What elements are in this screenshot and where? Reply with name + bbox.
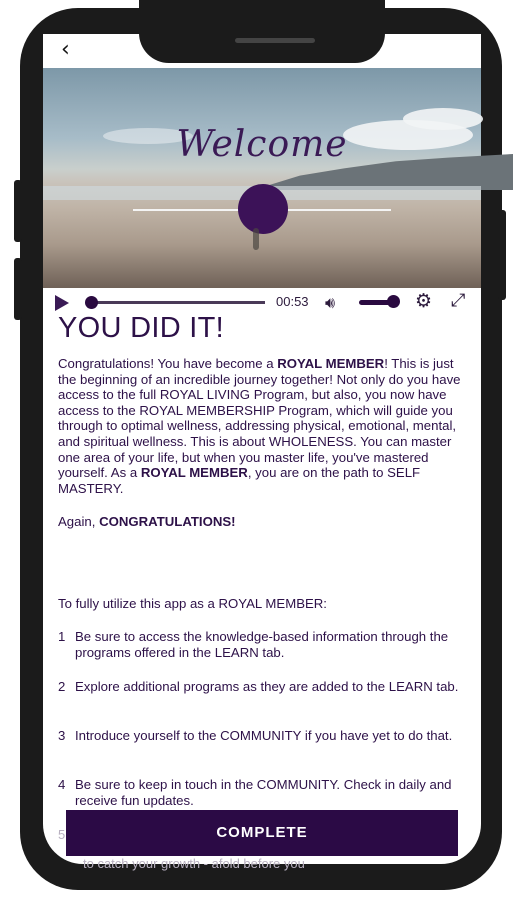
gear-icon[interactable]: ⚙	[415, 290, 433, 312]
utilize-heading: To fully utilize this app as a ROYAL MEMBER:	[58, 596, 327, 611]
video-time: 00:53	[276, 294, 309, 309]
loading-spinner	[238, 184, 288, 234]
beach-figure	[253, 228, 259, 250]
intro-paragraph	[58, 356, 468, 496]
side-button-volume	[14, 258, 22, 320]
list-text: Explore additional programs as they are added to the LEARN tab.	[75, 679, 459, 694]
list-item	[58, 777, 470, 811]
again-text: Again,	[58, 514, 100, 530]
congratulations-bold: CONGRATULATIONS!	[99, 514, 236, 530]
complete-button[interactable]: COMPLETE	[66, 810, 458, 856]
video-player[interactable]	[43, 68, 481, 312]
list-text: Be sure to access the knowledge-based information through the programs offered in the LEARN tab.	[75, 629, 449, 660]
speaker-grille	[235, 38, 315, 43]
seek-bar[interactable]	[89, 301, 265, 304]
list-item	[58, 679, 470, 713]
side-button-power	[498, 210, 506, 300]
list-text: Be sure to keep in touch in the COMMUNITY. Check in daily and receive fun updates.	[75, 777, 452, 808]
hidden-list-text: to catch your growth - afold before you	[83, 856, 305, 871]
again-paragraph	[58, 514, 468, 530]
fullscreen-icon[interactable]: ⤢	[451, 290, 466, 311]
list-number: 3	[58, 728, 66, 743]
hidden-list-number: 5	[58, 827, 66, 842]
chevron-left-icon[interactable]: ‹	[61, 37, 70, 62]
side-button-mute	[14, 180, 22, 242]
royal-member-bold: ROYAL MEMBER	[140, 465, 248, 481]
list-text: Introduce yourself to the COMMUNITY if you have yet to do that.	[75, 728, 453, 743]
phone-notch	[139, 0, 385, 63]
list-number: 2	[58, 679, 66, 694]
video-welcome-text: Welcome	[176, 124, 348, 165]
royal-member-bold: ROYAL MEMBER	[277, 356, 385, 371]
list-number: 4	[58, 777, 66, 792]
intro-text: Congratulations! You have become a	[58, 356, 278, 371]
intro-text: ! This is just the beginning of an incredible journey together! Not only do you have access to the full ROYAL LIVING Program, but also, you now have access to the ROYAL MEMBERSHIP Program, which will guide you through to optimal wellness, addressing physical, emotional, mental, and spiritual wellness. This is about WHOLENESS. You can master one area of your life, but when you master life, you've mastered yourself. As a	[58, 356, 461, 481]
seek-handle[interactable]	[85, 296, 98, 309]
list-number: 1	[58, 629, 66, 644]
list-item	[58, 629, 470, 663]
play-icon[interactable]	[55, 295, 69, 311]
volume-handle[interactable]	[387, 295, 400, 308]
main-content	[58, 312, 468, 530]
intro-text: , you are on the path to SELF MASTERY.	[58, 465, 421, 496]
screen	[43, 34, 481, 871]
volume-icon[interactable]: 🔊︎	[325, 293, 336, 312]
page-title: YOU DID IT!	[58, 312, 225, 344]
list-item	[58, 728, 470, 762]
